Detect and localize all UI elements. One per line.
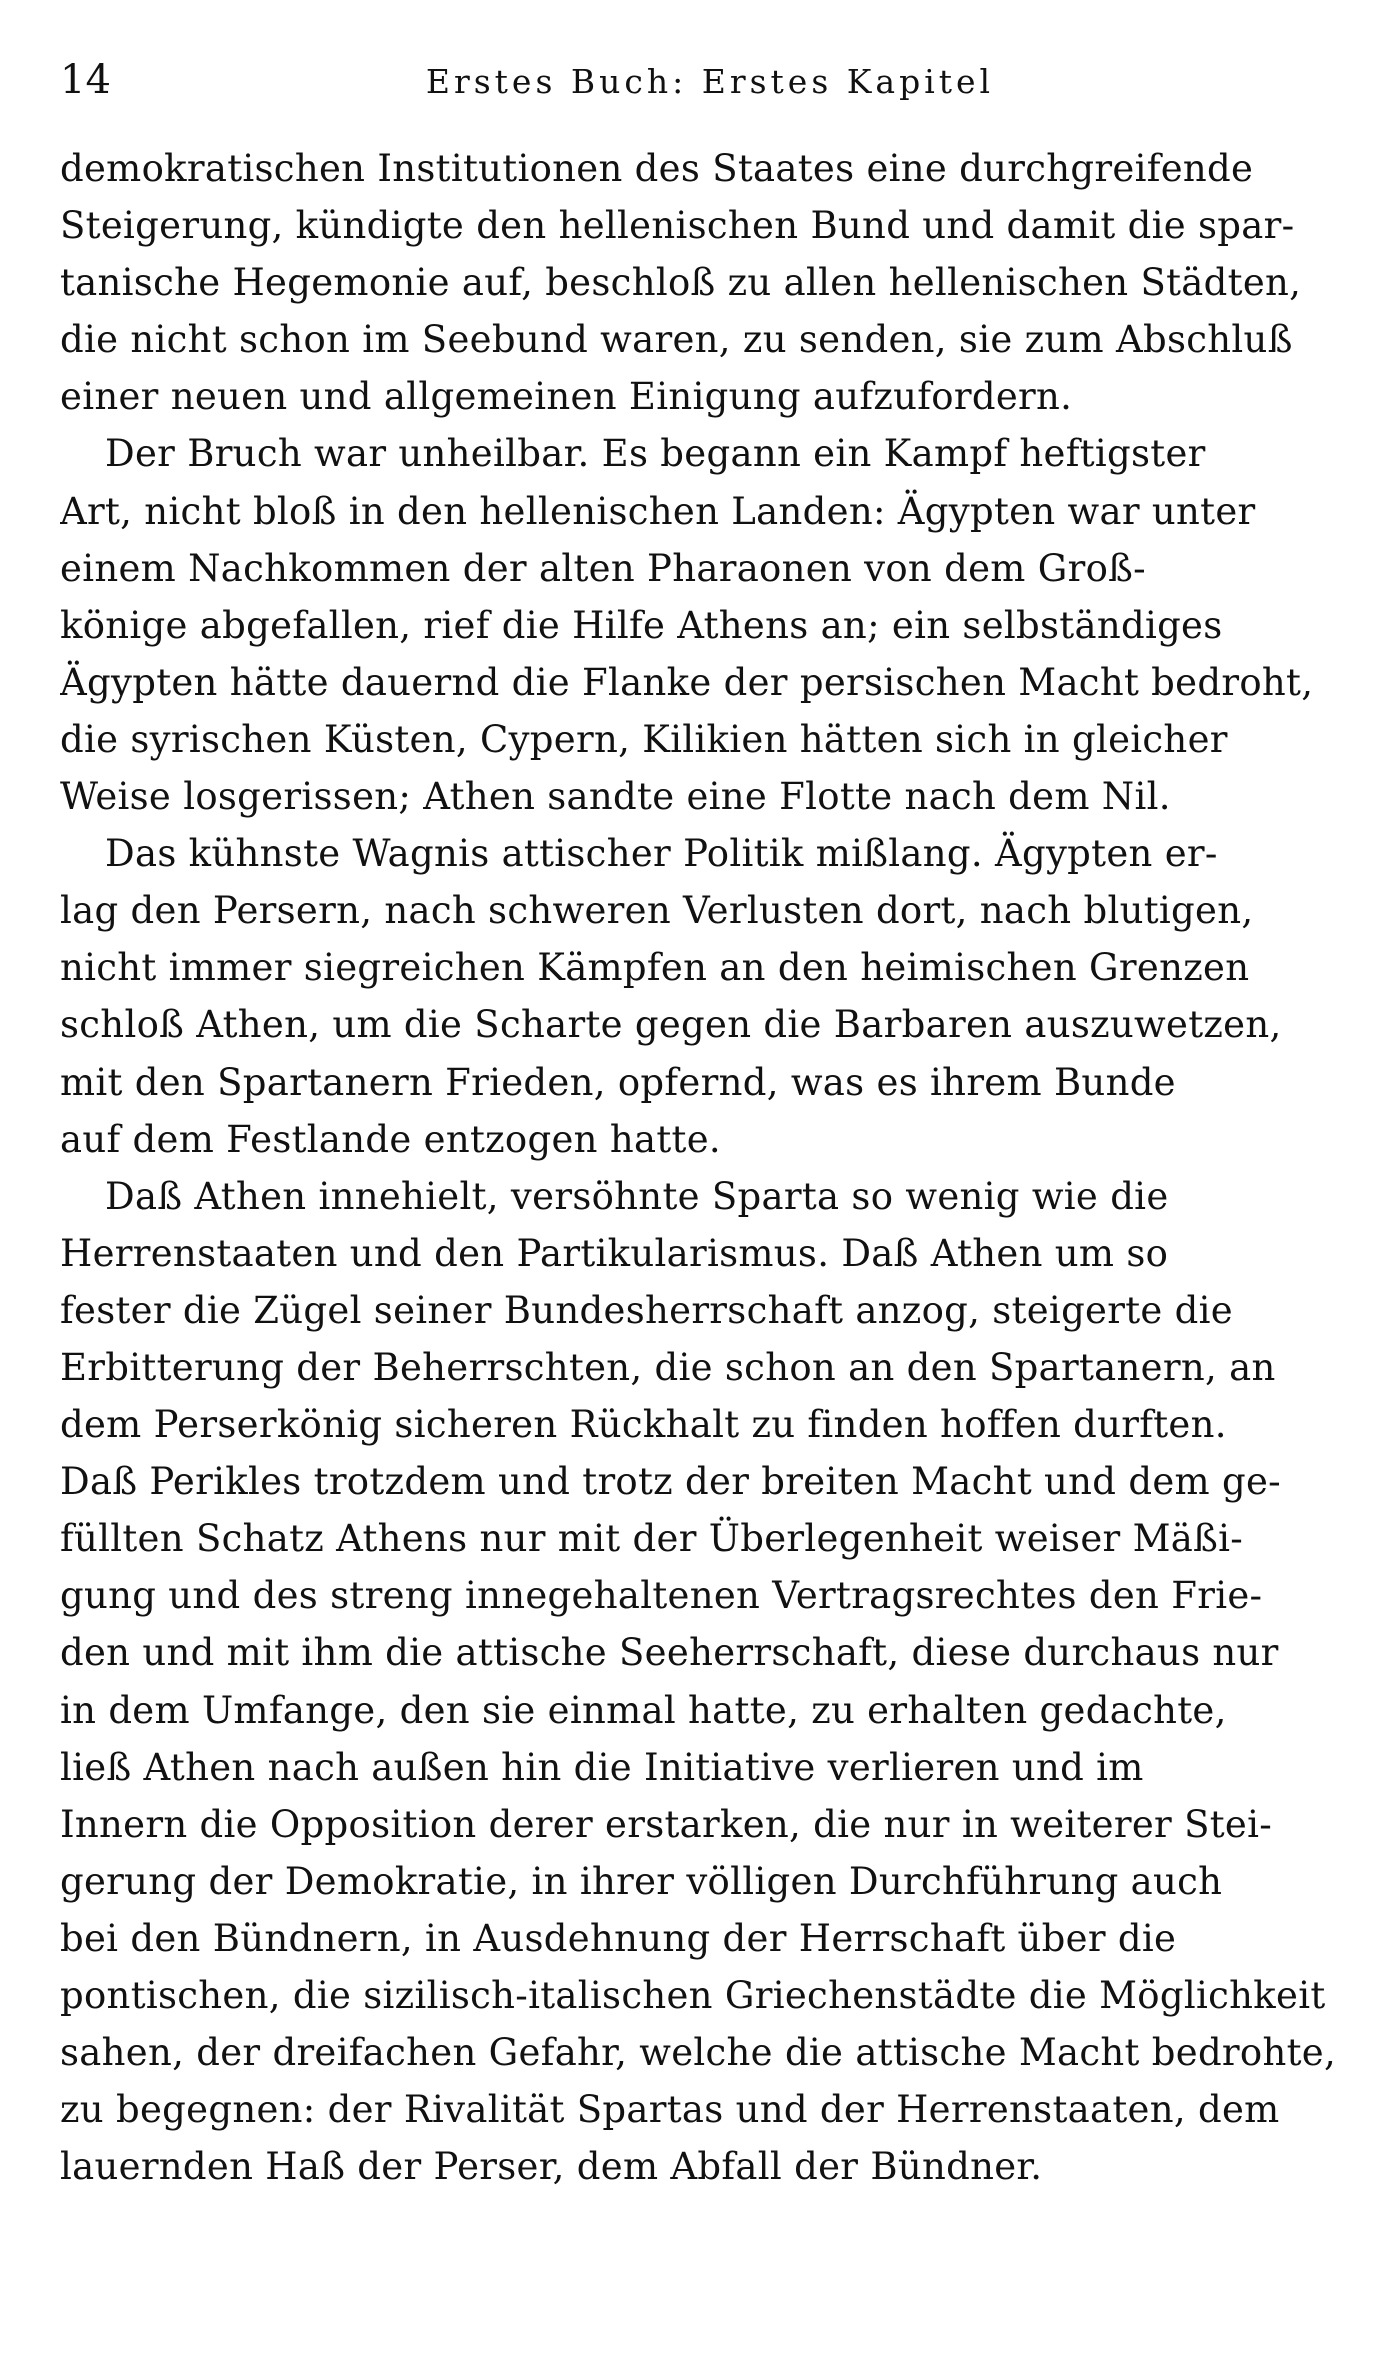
text-line: lauernden Haß der Perser, dem Abfall der Bündner. [60,2145,1043,2189]
text-line: sahen, der dreifachen Gefahr, welche die attische Macht bedrohte, [60,2031,1337,2075]
paragraph [60,1168,1345,2196]
text-line: gerung der Demokratie, in ihrer völligen Durchführung auch [60,1859,1223,1903]
text-line: Innern die Opposition derer erstarken, die nur in weiterer Stei- [60,1802,1273,1846]
text-line: pontischen, die sizilisch-italischen Griechenstädte die Möglichkeit [60,1974,1326,2017]
text-line: Der Bruch war unheilbar. Es begann ein Kampf heftigster [105,432,1206,476]
text-line: ließ Athen nach außen hin die Initiative verlieren und im [60,1745,1144,1789]
text-line: dem Perserkönig sicheren Rückhalt zu finden hoffen durften. [60,1403,1227,1447]
body-text [60,140,1345,2195]
text-line: Ägypten hätte dauernd die Flanke der persischen Macht bedroht, [60,660,1314,704]
text-line: mit den Spartanern Frieden, opfernd, was es ihrem Bunde [60,1060,1176,1104]
paragraph [60,140,1345,425]
text-line: nicht immer siegreichen Kämpfen an den heimischen Grenzen [60,946,1250,990]
text-line: in dem Umfange, den sie einmal hatte, zu erhalten gedachte, [60,1688,1227,1732]
text-line: Art, nicht bloß in den hellenischen Landen: Ägypten war unter [60,489,1256,533]
text-line: Herrenstaaten und den Partikularismus. Daß Athen um so [60,1231,1169,1275]
text-line: die syrischen Küsten, Cypern, Kilikien hätten sich in gleicher [60,717,1228,761]
text-line: tanische Hegemonie auf, beschloß zu allen hellenischen Städten, [60,261,1302,305]
text-line: lag den Persern, nach schweren Verlusten dort, nach blutigen, [60,889,1254,933]
text-line: Das kühnste Wagnis attischer Politik mißlang. Ägypten er- [105,832,1218,876]
text-line: Daß Athen innehielt, versöhnte Sparta so wenig wie die [105,1174,1169,1218]
text-line: Weise losgerissen; Athen sandte eine Flotte nach dem Nil. [60,775,1171,819]
text-line: Daß Perikles trotzdem und trotz der breiten Macht und dem ge- [60,1460,1281,1504]
text-line: gung und des streng innegehaltenen Vertragsrechtes den Frie- [60,1574,1263,1618]
text-line: fester die Zügel seiner Bundesherrschaft anzog, steigerte die [60,1288,1233,1332]
chapter-heading: Erstes Buch: Erstes Kapitel [425,62,995,101]
text-line: Erbitterung der Beherrschten, die schon an den Spartanern, an [60,1345,1276,1389]
text-line: füllten Schatz Athens nur mit der Überlegenheit weiser Mäßi- [60,1517,1244,1561]
paragraph [60,825,1345,1168]
text-line: den und mit ihm die attische Seeherrschaft, diese durchaus nur [60,1631,1279,1675]
text-line: einer neuen und allgemeinen Einigung aufzufordern. [60,375,1073,419]
text-line: auf dem Festlande entzogen hatte. [60,1117,721,1161]
text-line: Steigerung, kündigte den hellenischen Bund und damit die spar- [60,204,1295,248]
text-line: einem Nachkommen der alten Pharaonen von dem Groß- [60,546,1146,590]
text-line: bei den Bündnern, in Ausdehnung der Herrschaft über die [60,1916,1177,1960]
text-line: die nicht schon im Seebund waren, zu senden, sie zum Abschluß [60,318,1293,362]
text-line: schloß Athen, um die Scharte gegen die Barbaren auszuwetzen, [60,1003,1282,1047]
paragraph [60,425,1345,825]
text-line: könige abgefallen, rief die Hilfe Athens an; ein selbständiges [60,603,1223,647]
text-line: zu begegnen: der Rivalität Spartas und der Herrenstaaten, dem [60,2088,1280,2132]
page-number: 14 [60,57,111,103]
running-head [60,55,1340,115]
text-line: demokratischen Institutionen des Staates eine durchgreifende [60,147,1254,190]
